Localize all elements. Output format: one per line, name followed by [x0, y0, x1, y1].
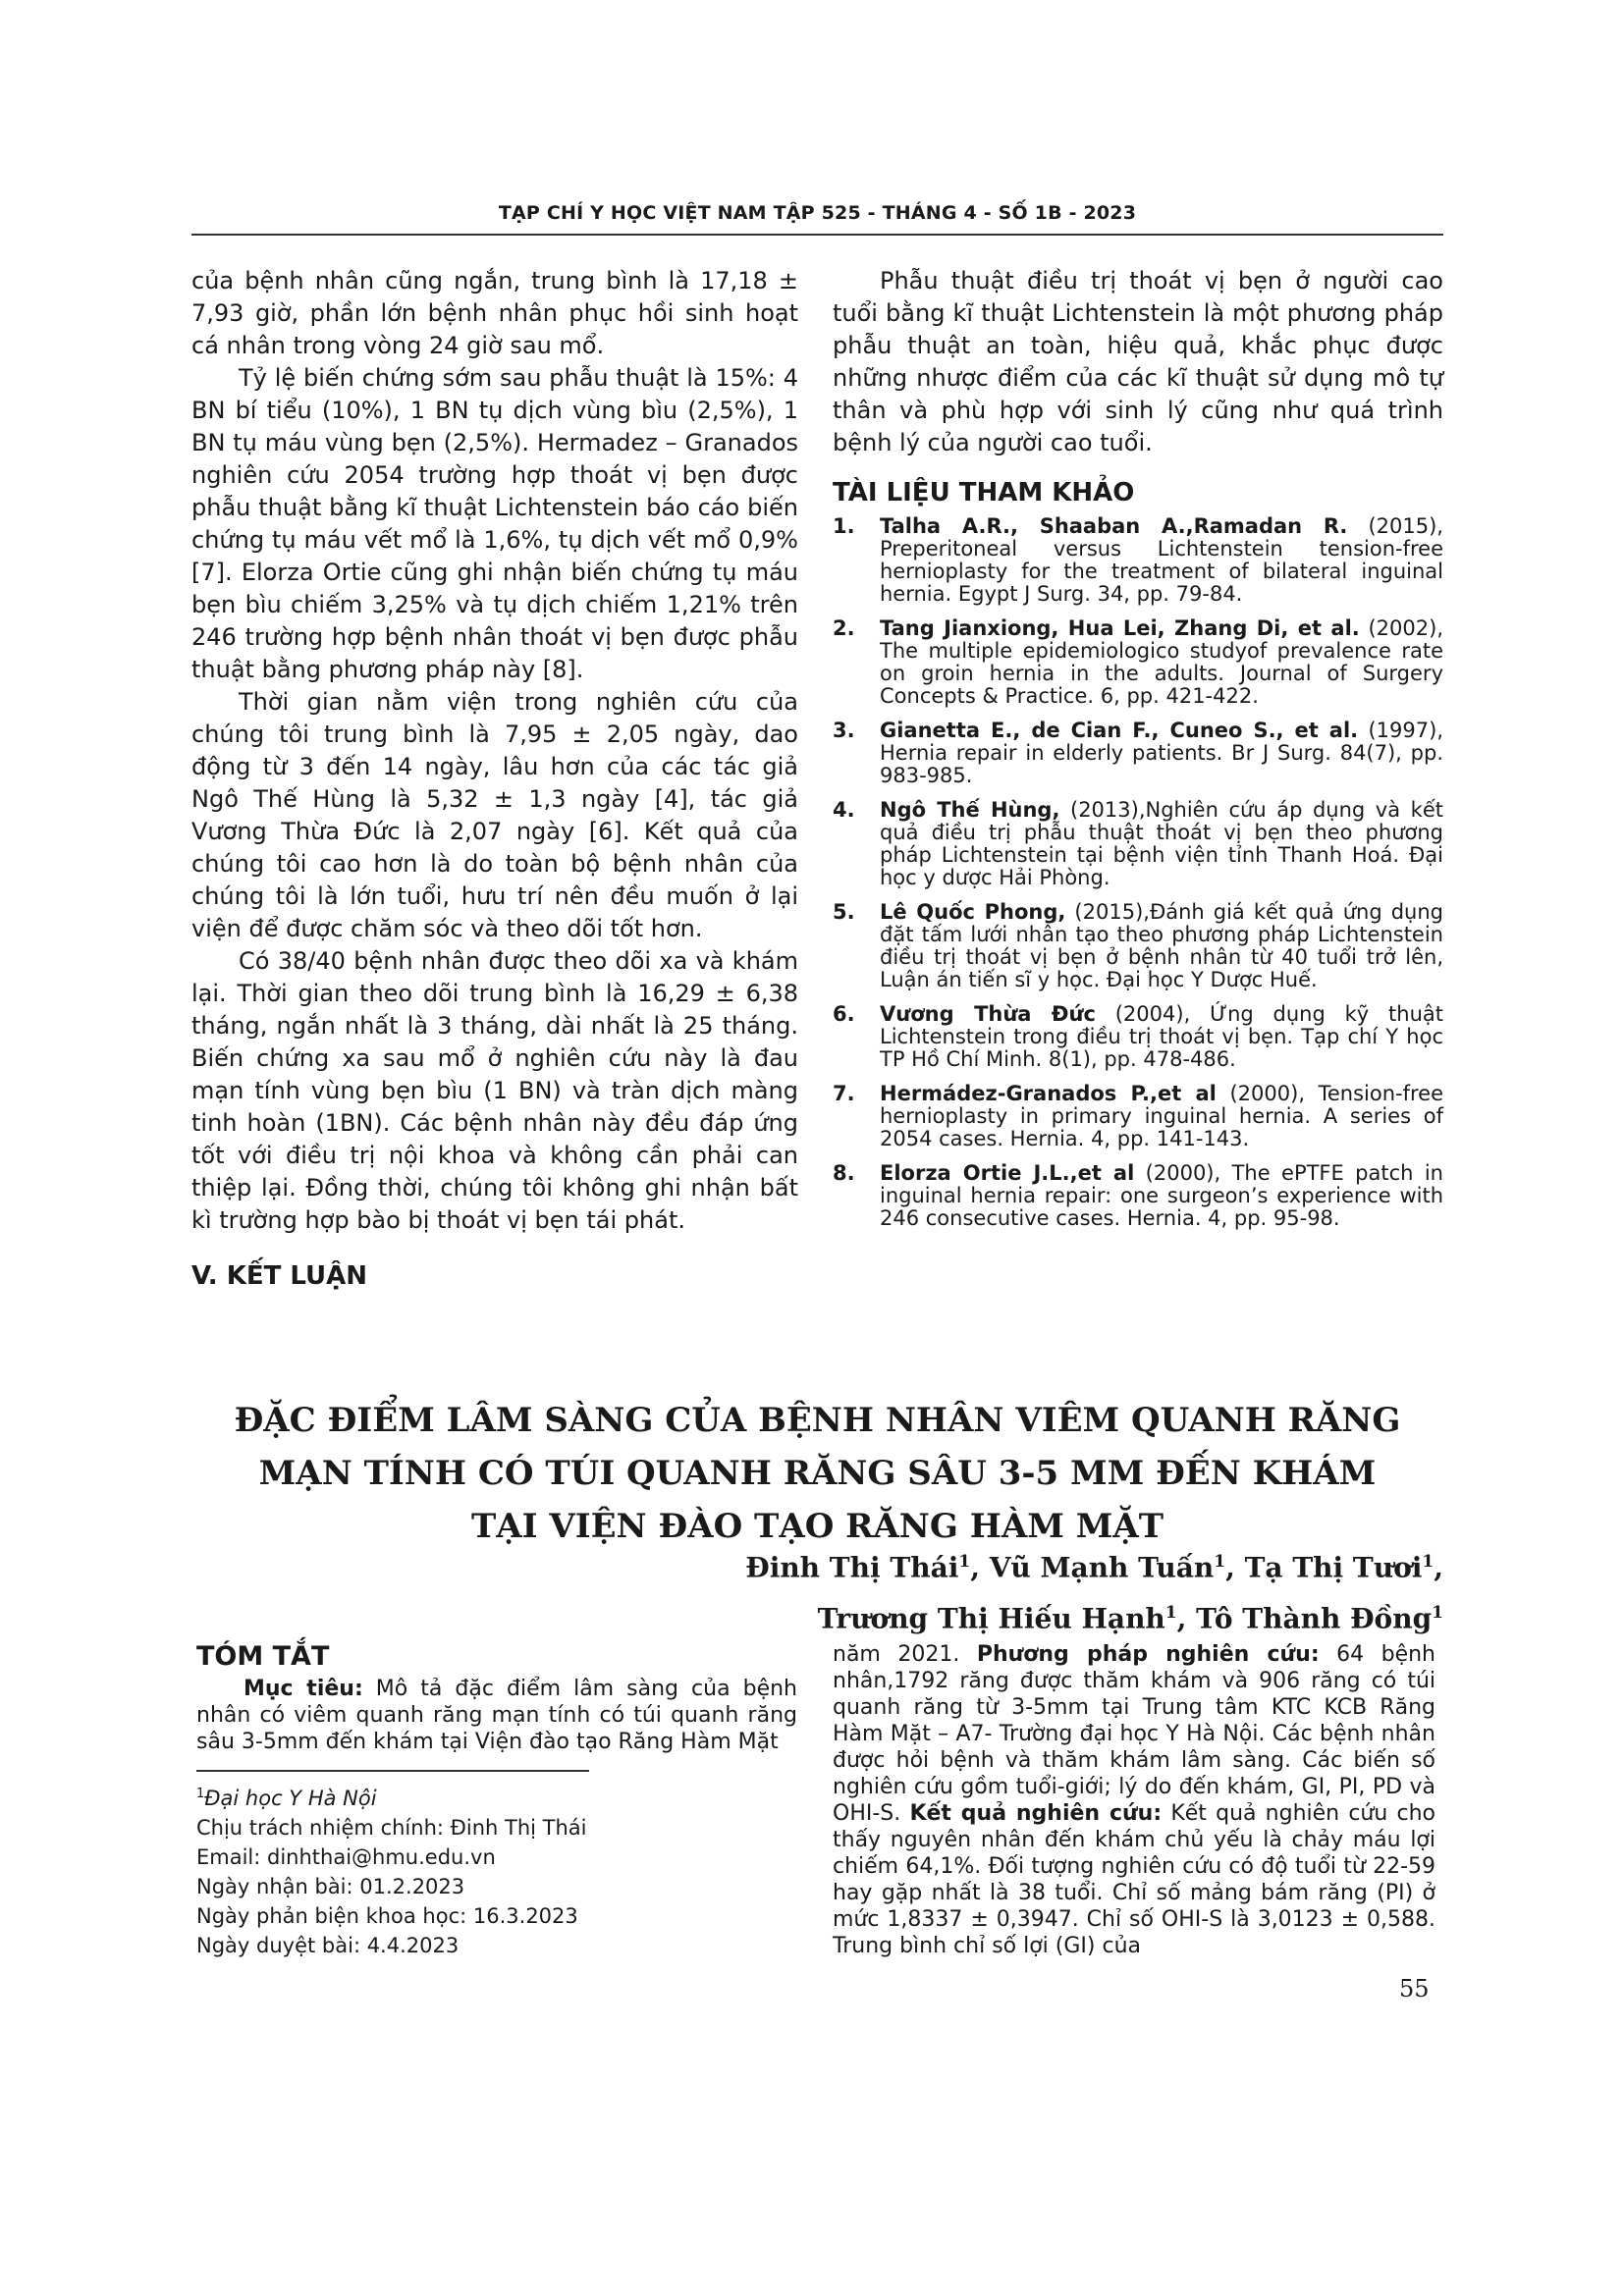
- reference-number: 5.: [833, 900, 855, 924]
- objective-text: Mô tả đặc điểm lâm sàng của bệnh nhân có viêm quanh răng mạn tính có túi quanh răng sâu 3-5mm đến khám tại Viện đào tạo Răng Hàm Mặt: [196, 1677, 797, 1754]
- reference-number: 2.: [833, 616, 855, 640]
- author-separator: ,: [1225, 1551, 1245, 1584]
- body-paragraph: Thời gian nằm viện trong nghiên cứu của chúng tôi trung bình là 7,95 ± 2,05 ngày, dao động từ 3 đến 14 ngày, lâu hơn của các tác giả Ngô Thế Hùng là 5,32 ± 1,3 ngày [4], tác giả Vương Thừa Đức là 2,07 ngày [6]. Kết quả của chúng tôi cao hơn là do toàn bộ bệnh nhân của chúng tôi là lớn tuổi, hưu trí nên đều muốn ở lại viện để được chăm sóc và theo dõi tốt hơn.: [191, 688, 798, 942]
- reference-number: 8.: [833, 1161, 855, 1185]
- section-heading-conclusion: V. KẾT LUẬN: [191, 1261, 368, 1291]
- reference-number: 7.: [833, 1082, 855, 1105]
- author-list: [745, 1539, 1443, 1642]
- footnotes: [196, 1780, 797, 1960]
- received-date: Ngày nhận bài: 01.2.2023: [196, 1875, 465, 1898]
- reference-item: [833, 901, 1443, 991]
- reference-text: (2015),Đánh giá kết quả ứng dụng đặt tấm lưới nhân tạo theo phương pháp Lichtenstein điều trị thoát vị bẹn ở bệnh nhân từ 40 tuổi trở lên, Luận án tiến sĩ y học. Đại học Y Dược Huế.: [880, 900, 1443, 991]
- author-affiliation-mark: 1: [1432, 1603, 1443, 1624]
- methods-text: 64 bệnh nhân,1792 răng được thăm khám và 906 răng có túi quanh răng từ 3-5mm tại Trung tâm KTC KCB Răng Hàm Mặt – A7- Trường đại học Y Hà Nội. Các bệnh nhân được hỏi bệnh và thăm khám lâm sàng. Các biến số nghiên cứu gồm tuổi-giới; lý do đến khám, GI, PI, PD và OHI-S.: [833, 1642, 1435, 1826]
- reference-number: 3.: [833, 719, 855, 742]
- reference-text: (2004), Ứng dụng kỹ thuật Lichtenstein trong điều trị thoát vị bẹn. Tạp chí Y học TP Hồ Chí Minh. 8(1), pp. 478-486.: [880, 1002, 1443, 1071]
- author-name: Tạ Thị Tươi: [1244, 1551, 1423, 1584]
- reference-text: (2000), The ePTFE patch in inguinal hernia repair: one surgeon’s experience with 246 consecutive cases. Hernia. 4, pp. 95-98.: [880, 1161, 1443, 1230]
- results-text: Kết quả nghiên cứu cho thấy nguyên nhân đến khám chủ yếu là chảy máu lợi chiếm 64,1%. Đối tượng nghiên cứu có độ tuổi từ 22-59 hay gặp nhất là 38 tuổi. Chỉ số mảng bám răng (PI) ở mức 1,8337 ± 0,3947. Chỉ số OHI-S là 3,0123 ± 0,588. Trung bình chỉ số lợi (GI) của: [833, 1801, 1435, 1958]
- reference-authors: Lê Quốc Phong,: [880, 900, 1066, 924]
- author-separator: ,: [1176, 1602, 1197, 1635]
- reference-list: [833, 515, 1443, 1230]
- left-column: [191, 265, 798, 1293]
- reference-authors: Tang Jianxiong, Hua Lei, Zhang Di, et al.: [880, 616, 1360, 640]
- article-title-line: ĐẶC ĐIỂM LÂM SÀNG CỦA BỆNH NHÂN VIÊM QUANH RĂNG: [234, 1401, 1401, 1440]
- author-separator: ,: [970, 1551, 990, 1584]
- affiliation-text: Đại học Y Hà Nội: [204, 1787, 377, 1810]
- author-affiliation-mark: 1: [1214, 1552, 1226, 1572]
- reference-authors: Talha A.R., Shaaban A.,Ramadan R.: [880, 514, 1348, 538]
- results-label: Kết quả nghiên cứu:: [909, 1801, 1163, 1826]
- abstract-left-column: [196, 1676, 797, 1755]
- abstract-heading: TÓM TẮT: [196, 1641, 330, 1672]
- approval-date: Ngày duyệt bài: 4.4.2023: [196, 1934, 460, 1957]
- author-name: Trương Thị Hiếu Hạnh: [817, 1602, 1165, 1635]
- reference-item: [833, 720, 1443, 787]
- abstract-objective: [196, 1676, 797, 1755]
- reference-item: [833, 799, 1443, 889]
- review-date: Ngày phản biện khoa học: 16.3.2023: [196, 1904, 578, 1928]
- author-affiliation-mark: 1: [1422, 1552, 1435, 1572]
- reference-text: (2000), Tension-free hernioplasty in primary inguinal hernia. A series of 2054 cases. Hernia. 4, pp. 141-143.: [880, 1082, 1443, 1150]
- author-name: Vũ Mạnh Tuấn: [989, 1551, 1215, 1584]
- abstract-body: [833, 1641, 1435, 1959]
- reference-item: [833, 515, 1443, 606]
- abstract-right-column: [833, 1641, 1435, 1959]
- author-name: Đinh Thị Thái: [745, 1551, 959, 1584]
- page-number: 55: [1399, 1975, 1430, 2002]
- reference-item: [833, 1162, 1443, 1230]
- article-title-line: MẠN TÍNH CÓ TÚI QUANH RĂNG SÂU 3-5 MM ĐẾN KHÁM: [258, 1454, 1377, 1493]
- reference-number: 4.: [833, 798, 855, 822]
- reference-authors: Vương Thừa Đức: [880, 1002, 1096, 1026]
- affiliation-mark: 1: [196, 1787, 205, 1801]
- reference-item: [833, 1083, 1443, 1150]
- author-line: [745, 1590, 1443, 1641]
- methods-label: Phương pháp nghiên cứu:: [976, 1642, 1320, 1667]
- responsible-author: Chịu trách nhiệm chính: Đinh Thị Thái: [196, 1816, 587, 1840]
- reference-authors: Hermádez-Granados P.,et al: [880, 1082, 1217, 1105]
- reference-number: 1.: [833, 514, 855, 538]
- author-separator: ,: [1434, 1551, 1443, 1584]
- abstract-intro: năm 2021.: [833, 1642, 977, 1667]
- reference-text: (2015), Preperitoneal versus Lichtenstein tension-free hernioplasty for the treatment of bilateral inguinal hernia. Egypt J Surg. 34, pp. 79-84.: [880, 514, 1443, 606]
- author-name: Tô Thành Đồng: [1196, 1602, 1433, 1635]
- references-heading: TÀI LIỆU THAM KHẢO: [833, 478, 1135, 507]
- body-paragraph: Tỷ lệ biến chứng sớm sau phẫu thuật là 15%: 4 BN bí tiểu (10%), 1 BN tụ dịch vùng bìu (2,5%), 1 BN tụ máu vùng bẹn (2,5%). Hermadez – Granados nghiên cứu 2054 trường hợp thoát vị bẹn được phẫu thuật bằng kĩ thuật Lichtenstein báo cáo biến chứng tụ máu vết mổ là 1,6%, tụ dịch vết mổ 0,9% [7]. Elorza Ortie cũng ghi nhận biến chứng tụ máu bẹn bìu chiếm 3,25% và tụ dịch chiếm 1,21% trên 246 trường hợp bệnh nhân thoát vị bẹn được phẫu thuật bằng phương pháp này [8].: [191, 364, 798, 683]
- article-title: [191, 1394, 1443, 1553]
- reference-item: [833, 1003, 1443, 1071]
- reference-text: (2013),Nghiên cứu áp dụng và kết quả điều trị phẫu thuật thoát vị bẹn theo phương pháp Lichtenstein tại bệnh viện tỉnh Thanh Hoá. Đại học y dược Hải Phòng.: [880, 798, 1443, 889]
- author-affiliation-mark: 1: [958, 1552, 971, 1572]
- body-paragraph: Phẫu thuật điều trị thoát vị bẹn ở người cao tuổi bằng kĩ thuật Lichtenstein là một phương pháp phẫu thuật an toàn, hiệu quả, khắc phục được những nhược điểm của các kĩ thuật sử dụng mô tự thân và phù hợp với sinh lý cũng như quá trình bệnh lý của người cao tuổi.: [833, 267, 1443, 456]
- body-paragraph: của bệnh nhân cũng ngắn, trung bình là 17,18 ± 7,93 giờ, phần lớn bệnh nhân phục hồi sinh hoạt cá nhân trong vòng 24 giờ sau mổ.: [191, 267, 798, 359]
- footnote-rule: [196, 1770, 589, 1772]
- reference-text: (1997), Hernia repair in elderly patients. Br J Surg. 84(7), pp. 983-985.: [880, 719, 1443, 787]
- author-line: [745, 1539, 1443, 1590]
- reference-item: [833, 617, 1443, 708]
- header-rule: [191, 234, 1443, 236]
- right-column: [833, 265, 1443, 1242]
- affiliation-note: [196, 1780, 797, 1813]
- reference-number: 6.: [833, 1002, 855, 1026]
- article-title-line: TẠI VIỆN ĐÀO TẠO RĂNG HÀM MẶT: [470, 1507, 1164, 1546]
- contact-email: Email: dinhthai@hmu.edu.vn: [196, 1845, 496, 1869]
- reference-authors: Ngô Thế Hùng,: [880, 798, 1060, 822]
- reference-authors: Gianetta E., de Cian F., Cuneo S., et al.: [880, 719, 1359, 742]
- reference-authors: Elorza Ortie J.L.,et al: [880, 1161, 1135, 1185]
- journal-header: TẠP CHÍ Y HỌC VIỆT NAM TẬP 525 - THÁNG 4 - SỐ 1B - 2023: [498, 202, 1137, 224]
- reference-text: (2002), The multiple epidemiologico studyof prevalence rate on groin hernia in the adults. Journal of Surgery Concepts & Practice. 6, pp. 421-422.: [880, 616, 1443, 708]
- objective-label: Mục tiêu:: [244, 1677, 363, 1701]
- body-paragraph: Có 38/40 bệnh nhân được theo dõi xa và khám lại. Thời gian theo dõi trung bình là 16,29 ± 6,38 tháng, ngắn nhất là 3 tháng, dài nhất là 25 tháng. Biến chứng xa sau mổ ở nghiên cứu này là đau mạn tính vùng bẹn bìu (1 BN) và tràn dịch màng tinh hoàn (1BN). Các bệnh nhân này đều đáp ứng tốt với điều trị nội khoa và không cần phải can thiệp lại. Đồng thời, chúng tôi không ghi nhận bất kì trường hợp bào bị thoát vị bẹn tái phát.: [191, 947, 798, 1234]
- author-affiliation-mark: 1: [1164, 1603, 1177, 1624]
